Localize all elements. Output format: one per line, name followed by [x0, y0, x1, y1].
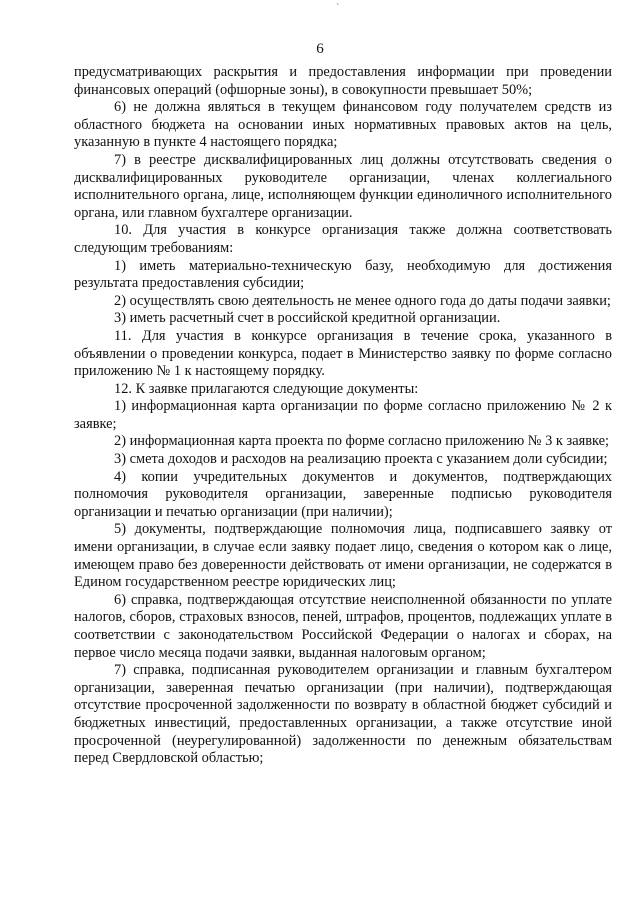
paragraph: 3) иметь расчетный счет в российской кредитной организации. [114, 310, 501, 327]
paragraph: 6) справка, подтверждающая отсутствие неисполненной обязанности по уплате налогов, сборов, страховых взносов, пеней, штрафов, процентов, подлежащих уплате в соответствии с законодательством Российской Федерации о налогах и сборах, на первое число месяца подачи заявки, выданная налоговым органом; [74, 591, 612, 661]
paragraph: 12. К заявке прилагаются следующие документы: [114, 380, 419, 397]
paragraph: 2) осуществлять свою деятельность не менее одного года до даты подачи заявки; [114, 292, 611, 309]
paragraph: 6) не должна являться в текущем финансовом году получателем средств из областного бюджета на основании иных нормативных правовых актов на цель, указанную в пункте 4 настоящего порядка; [74, 99, 612, 151]
paragraph: 7) в реестре дисквалифицированных лиц должны отсутствовать сведения о дисквалифицированных руководителе организации, членах коллегиального исполнительного органа, лице, исполняющем функции единоличного исполнительного органа, или главном бухгалтере организации. [74, 151, 612, 221]
paragraph: 5) документы, подтверждающие полномочия лица, подписавшего заявку от имени организации, в случае если заявку подает лицо, сведения о котором как о лице, имеющем право без доверенности действовать от имени организации, не содержатся в Едином государственном реестре юридических лиц; [74, 521, 612, 591]
paragraph: предусматривающих раскрытия и предоставления информации при проведении финансовых операций (офшорные зоны), в совокупности превышает 50%; [74, 64, 612, 98]
document-body [74, 64, 612, 768]
paragraph: 4) копии учредительных документов и документов, подтверждающих полномочия руководителя организации, заверенные подписью руководителя организации и печатью организации (при наличии); [74, 468, 612, 520]
paragraph: 1) иметь материально-техническую базу, необходимую для достижения результата предоставления субсидии; [74, 257, 612, 292]
paragraph: 7) справка, подписанная руководителем организации и главным бухгалтером организации, заверенная печатью организации (при наличии), подтверждающая отсутствие просроченной задолженности по возврату в областной бюджет субсидий и бюджетных инвестиций, предоставленных организации, а также отсутствие иной просроченной (неурегулированной) задолженности по денежным обязательствам перед Свердловской областью; [74, 662, 612, 767]
paragraph: 10. Для участия в конкурсе организация также должна соответствовать следующим требованиям: [74, 222, 612, 256]
scan-mark: ` [336, 3, 340, 14]
paragraph: 11. Для участия в конкурсе организация в течение срока, указанного в объявлении о проведении конкурса, подает в Министерство заявку по форме согласно приложению № 1 к настоящему порядку. [74, 327, 612, 380]
paragraph: 3) смета доходов и расходов на реализацию проекта с указанием доли субсидии; [114, 451, 608, 468]
paragraph: 2) информационная карта проекта по форме согласно приложению № 3 к заявке; [114, 433, 610, 450]
page-number: 6 [316, 41, 324, 57]
paragraph: 1) информационная карта организации по форме согласно приложению № 2 к заявке; [74, 398, 612, 432]
